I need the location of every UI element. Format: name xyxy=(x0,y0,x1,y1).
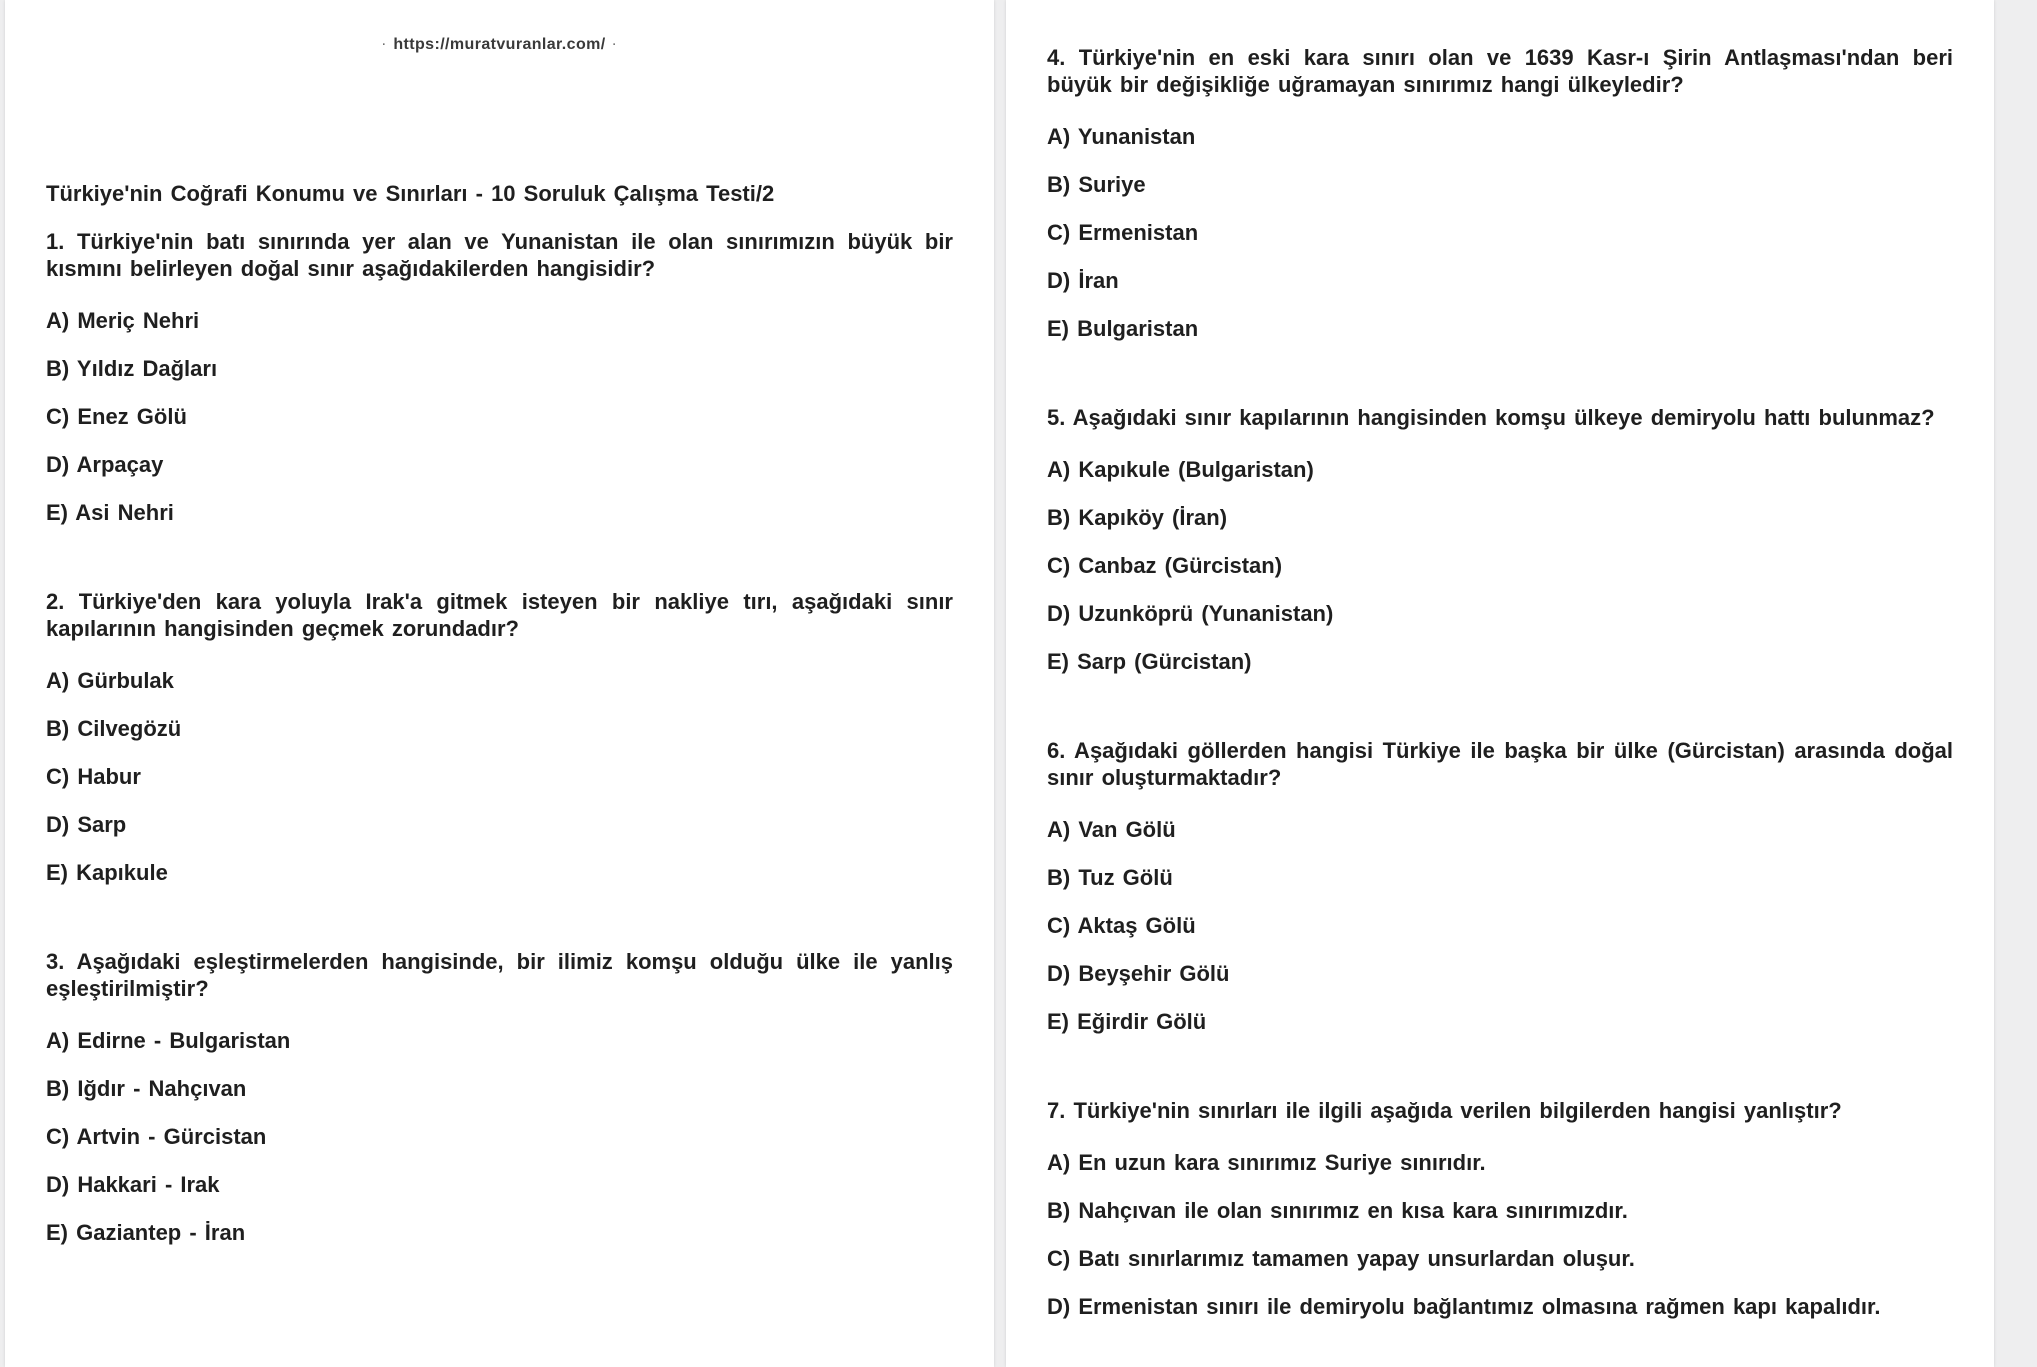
question-5-option-e: E) Sarp (Gürcistan) xyxy=(1047,649,1252,674)
question-1-option-a: A) Meriç Nehri xyxy=(46,308,200,333)
question-5-option-d: D) Uzunköprü (Yunanistan) xyxy=(1047,601,1334,626)
question-4-option-d: D) İran xyxy=(1047,268,1119,293)
question-4 xyxy=(1047,44,1953,342)
question-5-option-a: A) Kapıkule (Bulgaristan) xyxy=(1047,457,1314,482)
question-7-option-a: A) En uzun kara sınırımız Suriye sınırıdır. xyxy=(1047,1150,1486,1175)
watermark xyxy=(5,36,994,54)
question-3-option-a: A) Edirne - Bulgaristan xyxy=(46,1028,291,1053)
question-1-option-d: D) Arpaçay xyxy=(46,452,164,477)
question-7-text: 7. Türkiye'nin sınırları ile ilgili aşağıda verilen bilgilerden hangisi yanlıştır? xyxy=(1047,1098,1842,1123)
question-1-option-c: C) Enez Gölü xyxy=(46,404,187,429)
question-5-option-c: C) Canbaz (Gürcistan) xyxy=(1047,553,1283,578)
question-3-option-d: D) Hakkari - Irak xyxy=(46,1172,220,1197)
question-4-option-b: B) Suriye xyxy=(1047,172,1146,197)
question-1-option-e: E) Asi Nehri xyxy=(46,500,174,525)
question-7-option-c: C) Batı sınırlarımız tamamen yapay unsurlardan oluşur. xyxy=(1047,1246,1635,1271)
question-2 xyxy=(46,588,953,886)
question-7-option-d: D) Ermenistan sınırı ile demiryolu bağlantımız olmasına rağmen kapı kapalıdır. xyxy=(1047,1294,1881,1319)
question-4-text: 4. Türkiye'nin en eski kara sınırı olan ve 1639 Kasr-ı Şirin Antlaşması'ndan beri büyük bir değişikliğe uğramayan sınırımız hangi ülkeyledir? xyxy=(1047,45,1953,97)
question-2-option-d: D) Sarp xyxy=(46,812,127,837)
question-3 xyxy=(46,948,953,1246)
question-6-option-e: E) Eğirdir Gölü xyxy=(1047,1009,1207,1034)
question-4-option-c: C) Ermenistan xyxy=(1047,220,1199,245)
question-1-text: 1. Türkiye'nin batı sınırında yer alan ve Yunanistan ile olan sınırımızın büyük bir kısmını belirleyen doğal sınır aşağıdakilerden hangisidir? xyxy=(46,229,953,281)
left-page xyxy=(5,0,994,1367)
question-6-option-c: C) Aktaş Gölü xyxy=(1047,913,1196,938)
question-2-option-c: C) Habur xyxy=(46,764,141,789)
question-4-option-a: A) Yunanistan xyxy=(1047,124,1196,149)
question-3-option-e: E) Gaziantep - İran xyxy=(46,1220,246,1245)
question-5-option-b: B) Kapıköy (İran) xyxy=(1047,505,1228,530)
question-2-option-b: B) Cilvegözü xyxy=(46,716,182,741)
question-5 xyxy=(1047,404,1953,675)
question-3-text: 3. Aşağıdaki eşleştirmelerden hangisinde, bir ilimiz komşu olduğu ülke ile yanlış eşleştirilmiştir? xyxy=(46,949,953,1001)
question-2-option-e: E) Kapıkule xyxy=(46,860,168,885)
document-title: Türkiye'nin Coğrafi Konumu ve Sınırları - 10 Soruluk Çalışma Testi/2 xyxy=(46,181,775,206)
right-page xyxy=(1006,0,1994,1367)
question-1-option-b: B) Yıldız Dağları xyxy=(46,356,218,381)
question-7 xyxy=(1047,1097,1953,1320)
question-7-option-b: B) Nahçıvan ile olan sınırımız en kısa kara sınırımızdır. xyxy=(1047,1198,1628,1223)
question-6 xyxy=(1047,737,1953,1035)
watermark-right-mark: · xyxy=(612,38,617,51)
question-6-text: 6. Aşağıdaki göllerden hangisi Türkiye ile başka bir ülke (Gürcistan) arasında doğal sınır oluşturmaktadır? xyxy=(1047,738,1953,790)
question-1 xyxy=(46,228,953,526)
watermark-left-mark: · xyxy=(382,38,387,51)
left-page-content xyxy=(5,180,994,1246)
question-3-option-c: C) Artvin - Gürcistan xyxy=(46,1124,267,1149)
watermark-url: https://muratvuranlar.com/ xyxy=(393,36,606,53)
question-6-option-d: D) Beyşehir Gölü xyxy=(1047,961,1230,986)
right-page-content xyxy=(1006,0,1994,1320)
question-3-option-b: B) Iğdır - Nahçıvan xyxy=(46,1076,247,1101)
question-5-text: 5. Aşağıdaki sınır kapılarının hangisinden komşu ülkeye demiryolu hattı bulunmaz? xyxy=(1047,405,1935,430)
question-2-text: 2. Türkiye'den kara yoluyla Irak'a gitmek isteyen bir nakliye tırı, aşağıdaki sınır kapılarının hangisinden geçmek zorundadır? xyxy=(46,589,953,641)
question-2-option-a: A) Gürbulak xyxy=(46,668,174,693)
question-4-option-e: E) Bulgaristan xyxy=(1047,316,1199,341)
question-6-option-b: B) Tuz Gölü xyxy=(1047,865,1173,890)
question-6-option-a: A) Van Gölü xyxy=(1047,817,1176,842)
